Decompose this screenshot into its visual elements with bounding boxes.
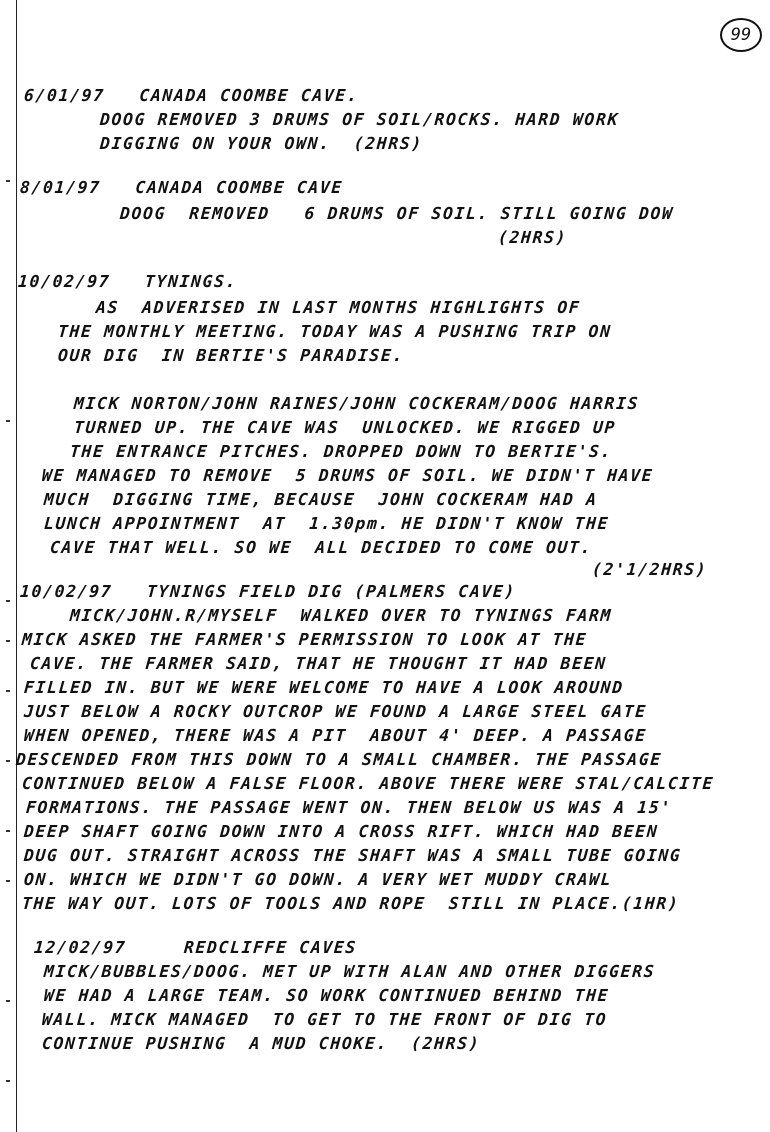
- entry-line: CONTINUE PUSHING A MUD CHOKE. (2HRS): [41, 1034, 481, 1053]
- entry-line: DOOG REMOVED 3 DRUMS OF SOIL/ROCKS. HARD WORK: [99, 110, 620, 129]
- entry-line: MICK/JOHN.R/MYSELF WALKED OVER TO TYNINGS FARM: [69, 606, 613, 625]
- margin-tick: [6, 880, 10, 882]
- margin-tick: [6, 760, 10, 762]
- entry-line: WALL. MICK MANAGED TO GET TO THE FRONT OF DIG TO: [41, 1010, 608, 1029]
- entry-date: 10/02/97: [19, 582, 113, 601]
- entry-line: AS ADVERISED IN LAST MONTHS HIGHLIGHTS OF: [95, 298, 582, 317]
- entry-date: 10/02/97: [17, 272, 111, 291]
- entry-line: DOOG REMOVED 6 DRUMS OF SOIL. STILL GOING DOW: [119, 204, 675, 223]
- entry-line: MICK ASKED THE FARMER'S PERMISSION TO LOOK AT THE: [21, 630, 588, 649]
- entry-line: DESCENDED FROM THIS DOWN TO A SMALL CHAMBER. THE PASSAGE: [15, 750, 663, 769]
- entry-line: FILLED IN. BUT WE WERE WELCOME TO HAVE A LOOK AROUND: [23, 678, 625, 697]
- entry-line: DEEP SHAFT GOING DOWN INTO A CROSS RIFT. WHICH HAD BEEN: [23, 822, 660, 841]
- margin-tick: [6, 690, 10, 692]
- entry-line: JUST BELOW A ROCKY OUTCROP WE FOUND A LARGE STEEL GATE: [23, 702, 648, 721]
- entry-line: ON. WHICH WE DIDN'T GO DOWN. A VERY WET MUDDY CRAWL: [23, 870, 613, 889]
- entry-date: 8/01/97: [19, 178, 102, 197]
- entry-title: REDCLIFFE CAVES: [183, 938, 358, 957]
- entry-line: WHEN OPENED, THERE WAS A PIT ABOUT 4' DEEP. A PASSAGE: [23, 726, 648, 745]
- entry-line: (2'1/2HRS): [591, 560, 709, 579]
- entry-title: CANADA COOMBE CAVE.: [138, 86, 360, 105]
- margin-line: [16, 0, 17, 1132]
- entry-date: 12/02/97: [33, 938, 127, 957]
- entry-line: THE WAY OUT. LOTS OF TOOLS AND ROPE STILL IN PLACE.(1HR): [21, 894, 681, 913]
- entry-header: [19, 178, 343, 197]
- margin-tick: [6, 420, 10, 422]
- entry-line: TURNED UP. THE CAVE WAS UNLOCKED. WE RIGGED UP: [73, 418, 617, 437]
- entry-title: TYNINGS.: [144, 272, 238, 291]
- entry-line: OUR DIG IN BERTIE'S PARADISE.: [57, 346, 405, 365]
- entry-header: [19, 582, 516, 601]
- entry-header: [23, 86, 359, 105]
- entry-line: WE MANAGED TO REMOVE 5 DRUMS OF SOIL. WE DIDN'T HAVE: [41, 466, 654, 485]
- entry-line: THE ENTRANCE PITCHES. DROPPED DOWN TO BERTIE'S.: [69, 442, 613, 461]
- margin-tick: [6, 180, 10, 182]
- entry-line: CONTINUED BELOW A FALSE FLOOR. ABOVE THERE WERE STAL/CALCITE: [21, 774, 715, 793]
- entry-line: MUCH DIGGING TIME, BECAUSE JOHN COCKERAM HAD A: [43, 490, 599, 509]
- entry-line: MICK NORTON/JOHN RAINES/JOHN COCKERAM/DOOG HARRIS: [73, 394, 640, 413]
- entry-header: [33, 938, 357, 957]
- margin-tick: [6, 640, 10, 642]
- entry-line: CAVE. THE FARMER SAID, THAT HE THOUGHT IT HAD BEEN: [29, 654, 608, 673]
- page-number: 99: [720, 18, 762, 52]
- entry-line: THE MONTHLY MEETING. TODAY WAS A PUSHING TRIP ON: [57, 322, 613, 341]
- entry-line: MICK/BUBBLES/DOOG. MET UP WITH ALAN AND OTHER DIGGERS: [43, 962, 656, 981]
- entry-line: WE HAD A LARGE TEAM. SO WORK CONTINUED BEHIND THE: [43, 986, 610, 1005]
- entry-line: LUNCH APPOINTMENT AT 1.30pm. HE DIDN'T KNOW THE: [43, 514, 610, 533]
- entry-title: CANADA COOMBE CAVE: [134, 178, 344, 197]
- entry-line: (2HRS): [497, 228, 568, 247]
- entry-line: DIGGING ON YOUR OWN. (2HRS): [99, 134, 424, 153]
- entry-line: DUG OUT. STRAIGHT ACROSS THE SHAFT WAS A SMALL TUBE GOING: [23, 846, 683, 865]
- entry-title: TYNINGS FIELD DIG (PALMERS CAVE): [146, 582, 517, 601]
- margin-tick: [6, 1000, 10, 1002]
- entry-header: [17, 272, 238, 291]
- margin-tick: [6, 600, 10, 602]
- entry-line: CAVE THAT WELL. SO WE ALL DECIDED TO COME OUT.: [49, 538, 593, 557]
- entry-line: FORMATIONS. THE PASSAGE WENT ON. THEN BELOW US WAS A 15': [25, 798, 673, 817]
- margin-tick: [6, 830, 10, 832]
- margin-tick: [6, 1080, 10, 1082]
- entry-date: 6/01/97: [23, 86, 106, 105]
